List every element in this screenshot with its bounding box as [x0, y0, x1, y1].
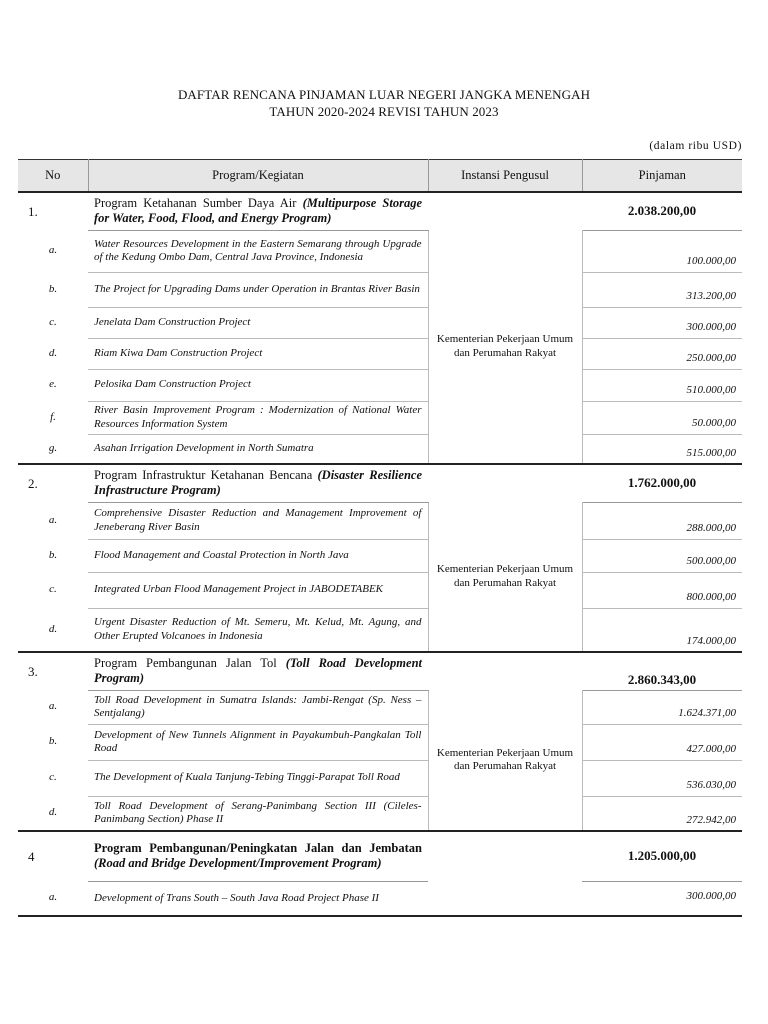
program-title-en: (Disaster Resilience Infrastructure Program): [94, 468, 422, 498]
program-number: 2.: [18, 464, 88, 502]
program-title: [88, 831, 428, 881]
program-row: [18, 831, 742, 881]
program-row: [18, 464, 742, 502]
activity-amount: 1.624.371,00: [582, 690, 742, 724]
activity-name: The Project for Upgrading Dams under Operation in Brantas River Basin: [88, 272, 428, 307]
activity-row: [18, 572, 742, 608]
activity-name: Comprehensive Disaster Reduction and Management Improvement of Jeneberang River Basin: [88, 502, 428, 539]
activity-row: [18, 401, 742, 434]
activity-name: Asahan Irrigation Development in North Sumatra: [88, 434, 428, 464]
activity-letter: b.: [48, 735, 58, 748]
program-instansi-empty: [428, 831, 582, 881]
activity-letter: c.: [49, 771, 57, 784]
activity-amount: 250.000,00: [582, 338, 742, 369]
activity-name: Integrated Urban Flood Management Project in JABODETABEK: [88, 572, 428, 608]
program-amount: 2.038.200,00: [582, 192, 742, 230]
program-title: [88, 464, 428, 502]
header-program: Program/Kegiatan: [88, 160, 428, 193]
activity-letter: d.: [48, 622, 58, 635]
activity-row: [18, 608, 742, 652]
activity-amount: 272.942,00: [582, 796, 742, 831]
activity-row: [18, 434, 742, 464]
program-instansi-empty: [428, 464, 582, 502]
activity-letter: a.: [18, 881, 88, 916]
activity-amount: 174.000,00: [582, 608, 742, 652]
title-line-2: TAHUN 2020-2024 REVISI TAHUN 2023: [269, 104, 499, 119]
activity-row: [18, 724, 742, 760]
activity-row: [18, 690, 742, 724]
activity-letter: a.: [48, 244, 58, 257]
activity-name: Urgent Disaster Reduction of Mt. Semeru, Mt. Kelud, Mt. Agung, and Other Erupted Volcanoes in Indonesia: [88, 608, 428, 652]
activity-name: Development of New Tunnels Alignment in Payakumbuh-Pangkalan Toll Road: [88, 724, 428, 760]
instansi-cell: Kementerian Pekerjaan Umum dan Perumahan Rakyat: [428, 502, 582, 652]
activity-row: [18, 502, 742, 539]
program-number: 4: [18, 831, 88, 881]
activity-amount: 515.000,00: [582, 434, 742, 464]
activity-row: [18, 881, 742, 916]
activity-name: Development of Trans South – South Java Road Project Phase II: [88, 881, 428, 916]
program-number: 1.: [18, 192, 88, 230]
activity-row: [18, 796, 742, 831]
activity-name: The Development of Kuala Tanjung-Tebing Tinggi-Parapat Toll Road: [88, 760, 428, 796]
instansi-cell: Kementerian Pekerjaan Umum dan Perumahan Rakyat: [428, 230, 582, 464]
header-no: No: [18, 160, 88, 193]
activity-name: Toll Road Development in Sumatra Islands: Jambi-Rengat (Sp. Ness – Sentjalang): [88, 690, 428, 724]
program-amount: 1.205.000,00: [582, 831, 742, 881]
activity-name: Flood Management and Coastal Protection in North Java: [88, 539, 428, 572]
activity-row: [18, 338, 742, 369]
activity-name: Toll Road Development of Serang-Panimbang Section III (Cileles-Panimbang Section) Phase II: [88, 796, 428, 831]
instansi-cell: Kementerian Pekerjaan Umum dan Perumahan Rakyat: [428, 690, 582, 831]
activity-row: [18, 230, 742, 272]
program-title-id: Program Ketahanan Sumber Daya Air: [94, 196, 303, 211]
program-instansi-empty: [428, 652, 582, 690]
activity-letter: d.: [48, 806, 58, 819]
activity-amount: 100.000,00: [582, 230, 742, 272]
document-title: [0, 86, 768, 120]
activity-name: Jenelata Dam Construction Project: [88, 307, 428, 338]
program-title-en: (Multipurpose Storage for Water, Food, Flood, and Energy Program): [94, 196, 422, 226]
activity-letter: d.: [48, 346, 58, 359]
activity-letter: a.: [48, 513, 58, 526]
header-instansi: Instansi Pengusul: [428, 160, 582, 193]
program-title-en: (Toll Road Development Program): [94, 656, 422, 686]
program-instansi-empty: [428, 192, 582, 230]
program-amount: 2.860.343,00: [582, 652, 742, 690]
activity-letter: b.: [48, 548, 58, 561]
activity-amount: 800.000,00: [582, 572, 742, 608]
program-amount: 1.762.000,00: [582, 464, 742, 502]
program-row: [18, 652, 742, 690]
activity-row: [18, 539, 742, 572]
program-title-id: Program Pembangunan/Peningkatan Jalan dan Jembatan: [94, 841, 422, 856]
activity-row: [18, 272, 742, 307]
activity-amount: 510.000,00: [582, 369, 742, 401]
activity-row: [18, 760, 742, 796]
activity-letter: c.: [49, 583, 57, 596]
instansi-cell: [428, 881, 582, 916]
table-header-row: [18, 160, 742, 193]
activity-amount: 300.000,00: [582, 307, 742, 338]
activity-amount: 288.000,00: [582, 502, 742, 539]
program-title-en: (Road and Bridge Development/Improvement Program): [94, 856, 382, 871]
activity-letter: g.: [48, 441, 58, 454]
activity-name: Pelosika Dam Construction Project: [88, 369, 428, 401]
program-row: [18, 192, 742, 230]
program-number: 3.: [18, 652, 88, 690]
activity-amount: 50.000,00: [582, 401, 742, 434]
program-title-id: Program Infrastruktur Ketahanan Bencana: [94, 468, 318, 483]
activity-letter: e.: [49, 378, 57, 391]
activity-name: River Basin Improvement Program : Modernization of National Water Resources Information System: [88, 401, 428, 434]
program-title: [88, 192, 428, 230]
header-pinjaman: Pinjaman: [582, 160, 742, 193]
activity-amount: 313.200,00: [582, 272, 742, 307]
activity-row: [18, 369, 742, 401]
activity-amount: 427.000,00: [582, 724, 742, 760]
activity-row: [18, 307, 742, 338]
activity-letter: f.: [50, 410, 56, 423]
title-line-1: DAFTAR RENCANA PINJAMAN LUAR NEGERI JANGKA MENENGAH: [177, 87, 591, 102]
activity-amount: 300.000,00: [582, 881, 742, 916]
activity-letter: c.: [49, 315, 57, 328]
activity-letter: a.: [48, 700, 58, 713]
program-title: [88, 652, 428, 690]
activity-amount: 536.030,00: [582, 760, 742, 796]
activity-letter: b.: [48, 282, 58, 295]
activity-name: Riam Kiwa Dam Construction Project: [88, 338, 428, 369]
activity-name: Water Resources Development in the Eastern Semarang through Upgrade of the Kedung Ombo Dam, Central Java Province, Indonesia: [88, 230, 428, 272]
program-title-id: Program Pembangunan Jalan Tol: [94, 656, 286, 671]
loan-plan-table: [18, 159, 742, 917]
activity-amount: 500.000,00: [582, 539, 742, 572]
unit-note: (dalam ribu USD): [649, 140, 742, 152]
